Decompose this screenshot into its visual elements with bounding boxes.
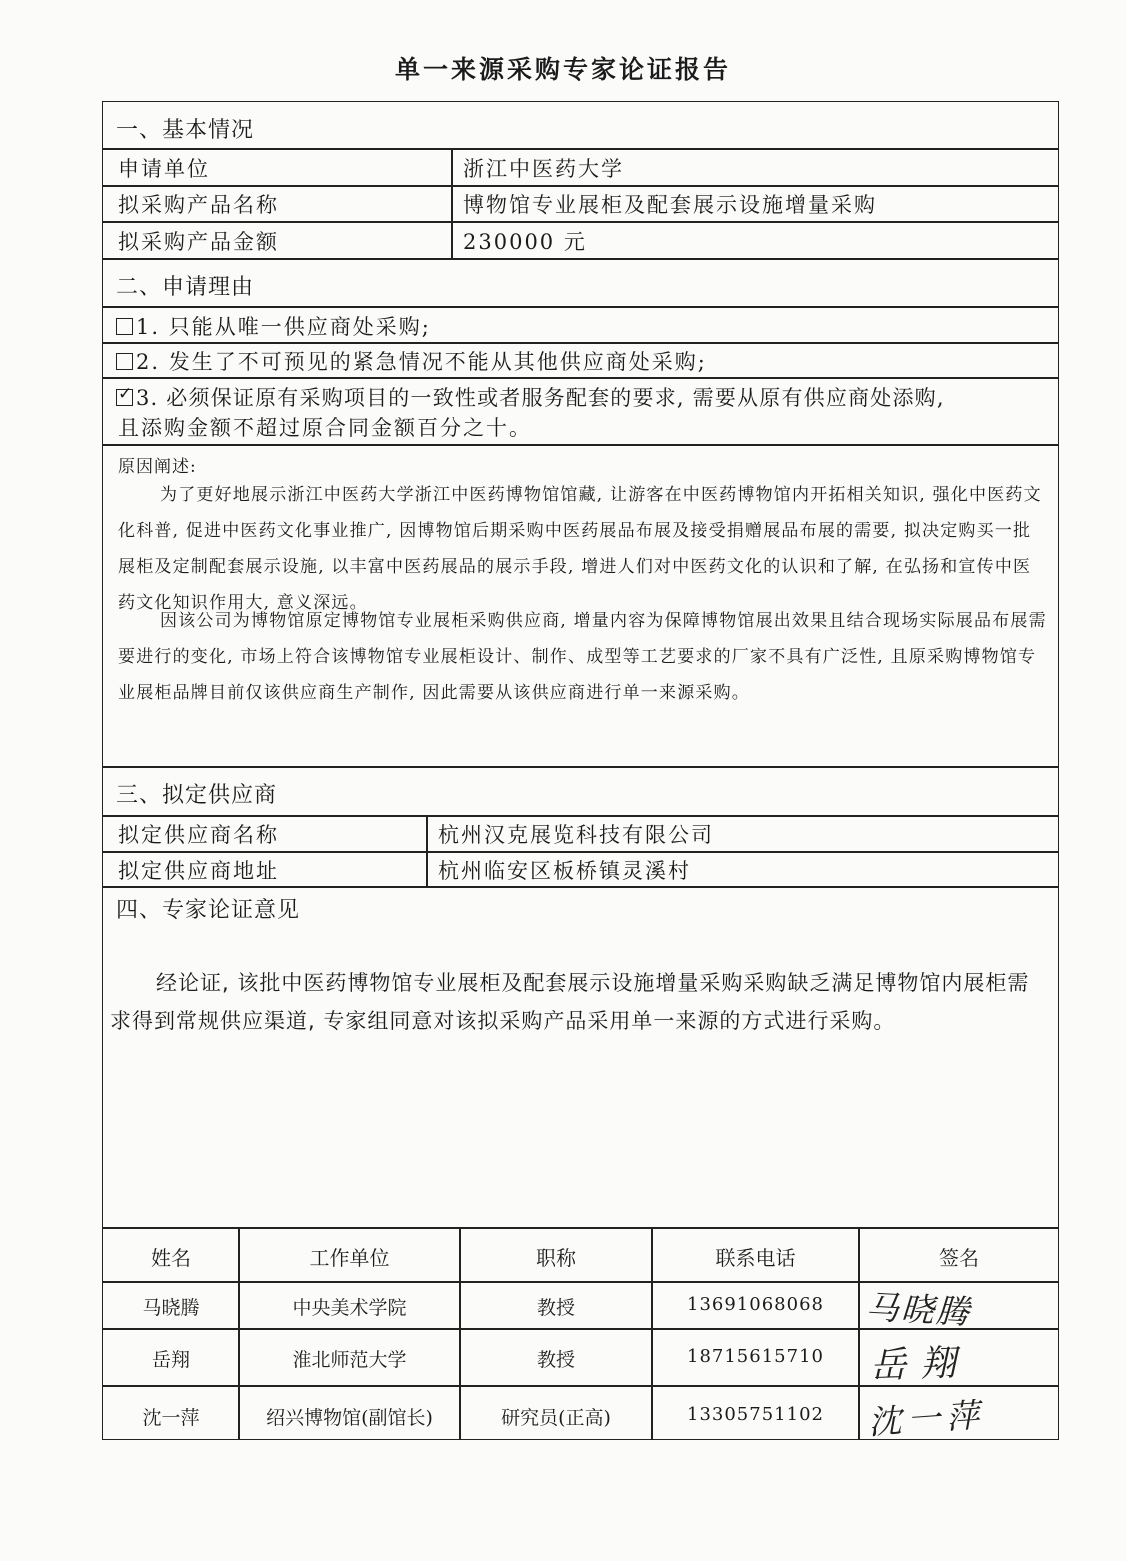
checkbox-icon: [116, 353, 133, 370]
supplier-address-label: 拟定供应商地址: [118, 859, 279, 883]
rule: [102, 815, 1059, 817]
reason-option-3-text: 3. 必须保证原有采购项目的一致性或者服务配套的要求, 需要从原有供应商处添购,: [136, 386, 945, 410]
expert-unit: 淮北师范大学: [292, 1349, 407, 1371]
rule: [102, 766, 1059, 768]
rule: [102, 306, 1059, 308]
header-unit: 工作单位: [309, 1246, 390, 1270]
reason-option-3-text-cont: 且添购金额不超过原合同金额百分之十。: [118, 416, 532, 440]
rule: [102, 185, 1059, 187]
header-phone: 联系电话: [715, 1246, 796, 1270]
reason-option-2: [116, 346, 707, 376]
expert-title: 教授: [536, 1297, 575, 1319]
supplier-name-value: 杭州汉克展览科技有限公司: [438, 823, 714, 847]
document-title: 单一来源采购专家论证报告: [394, 55, 731, 84]
product-amount-value: 230000 元: [463, 230, 587, 254]
expert-signature: 马晓腾: [864, 1287, 972, 1332]
expert-name: 岳翔: [151, 1349, 190, 1371]
checked-checkbox-icon: [116, 389, 133, 406]
reason-paragraph-1: 为了更好地展示浙江中医药大学浙江中医药博物馆馆藏, 让游客在中医药博物馆内开拓相关知识, 强化中医药文化科普, 促进中医药文化事业推广, 因博物馆后期采购中医药展品布展及接受捐赠展品布展的需要, 拟决定购买一批展柜及定制配套展示设施, 以丰富中医药展品的展示手段, 增进人们对中医药文化的认识和了解, 在弘扬和宣传中医药文化知识作用大, 意义深远。: [118, 485, 1042, 613]
reason-option-1: [116, 311, 431, 341]
supplier-name-label: 拟定供应商名称: [118, 823, 279, 847]
rule: [102, 148, 1059, 150]
expert-name: 马晓腾: [142, 1297, 200, 1319]
expert-phone: 18715615710: [687, 1346, 824, 1367]
expert-unit: 绍兴博物馆(副馆长): [266, 1407, 433, 1429]
expert-name: 沈一萍: [142, 1407, 200, 1429]
section1-heading: 一、基本情况: [116, 118, 255, 143]
expert-phone: 13691068068: [687, 1294, 824, 1315]
reason-option-3: [116, 382, 945, 412]
reason-paragraph-2: 因该公司为博物馆原定博物馆专业展柜采购供应商, 增量内容为保障博物馆展出效果且结合现场实际展品布展需要进行的变化, 市场上符合该博物馆专业展柜设计、制作、成型等工艺要求的厂家不具有广泛性, 且原采购博物馆专业展柜品牌目前仅该供应商生产制作, 因此需要从该供应商进行单一来源采购。: [118, 611, 1047, 703]
report-table: [102, 101, 1059, 1440]
rule: [102, 886, 1059, 888]
expert-title: 研究员(正高): [501, 1407, 611, 1429]
reason-option-1-text: 1. 只能从唯一供应商处采购;: [136, 315, 431, 339]
rule: [102, 444, 1059, 446]
expert-title: 教授: [536, 1349, 575, 1371]
header-name: 姓名: [151, 1246, 191, 1270]
reason-option-2-text: 2. 发生了不可预见的紧急情况不能从其他供应商处采购;: [136, 350, 707, 374]
expert-signature: 沈一萍: [866, 1394, 987, 1443]
applicant-label: 申请单位: [118, 157, 210, 181]
section2-heading: 二、申请理由: [116, 275, 255, 300]
reason-label: 原因阐述:: [118, 457, 197, 477]
rule: [102, 258, 1059, 260]
rule: [426, 815, 428, 886]
rule: [102, 1281, 1059, 1283]
rule: [102, 851, 1059, 853]
expert-opinion: 经论证, 该批中医药博物馆专业展柜及配套展示设施增量采购采购缺乏满足博物馆内展柜需求得到常规供应渠道, 专家组同意对该拟采购产品采用单一来源的方式进行采购。: [110, 971, 1030, 1033]
product-name-value: 博物馆专业展柜及配套展示设施增量采购: [463, 193, 877, 217]
expert-signature: 岳翔: [869, 1342, 971, 1387]
product-amount-label: 拟采购产品金额: [118, 230, 279, 254]
applicant-value: 浙江中医药大学: [463, 157, 624, 181]
header-title: 职称: [536, 1246, 576, 1270]
rule: [102, 1227, 1059, 1229]
rule: [102, 342, 1059, 344]
checkbox-icon: [116, 318, 133, 335]
section4-heading: 四、专家论证意见: [116, 898, 301, 923]
rule: [102, 377, 1059, 379]
rule: [102, 221, 1059, 223]
product-name-label: 拟采购产品名称: [118, 193, 279, 217]
header-signature: 签名: [939, 1246, 979, 1270]
expert-unit: 中央美术学院: [292, 1297, 407, 1319]
section3-heading: 三、拟定供应商: [116, 783, 278, 808]
rule: [451, 148, 453, 258]
supplier-address-value: 杭州临安区板桥镇灵溪村: [438, 859, 691, 883]
expert-phone: 13305751102: [687, 1404, 824, 1425]
